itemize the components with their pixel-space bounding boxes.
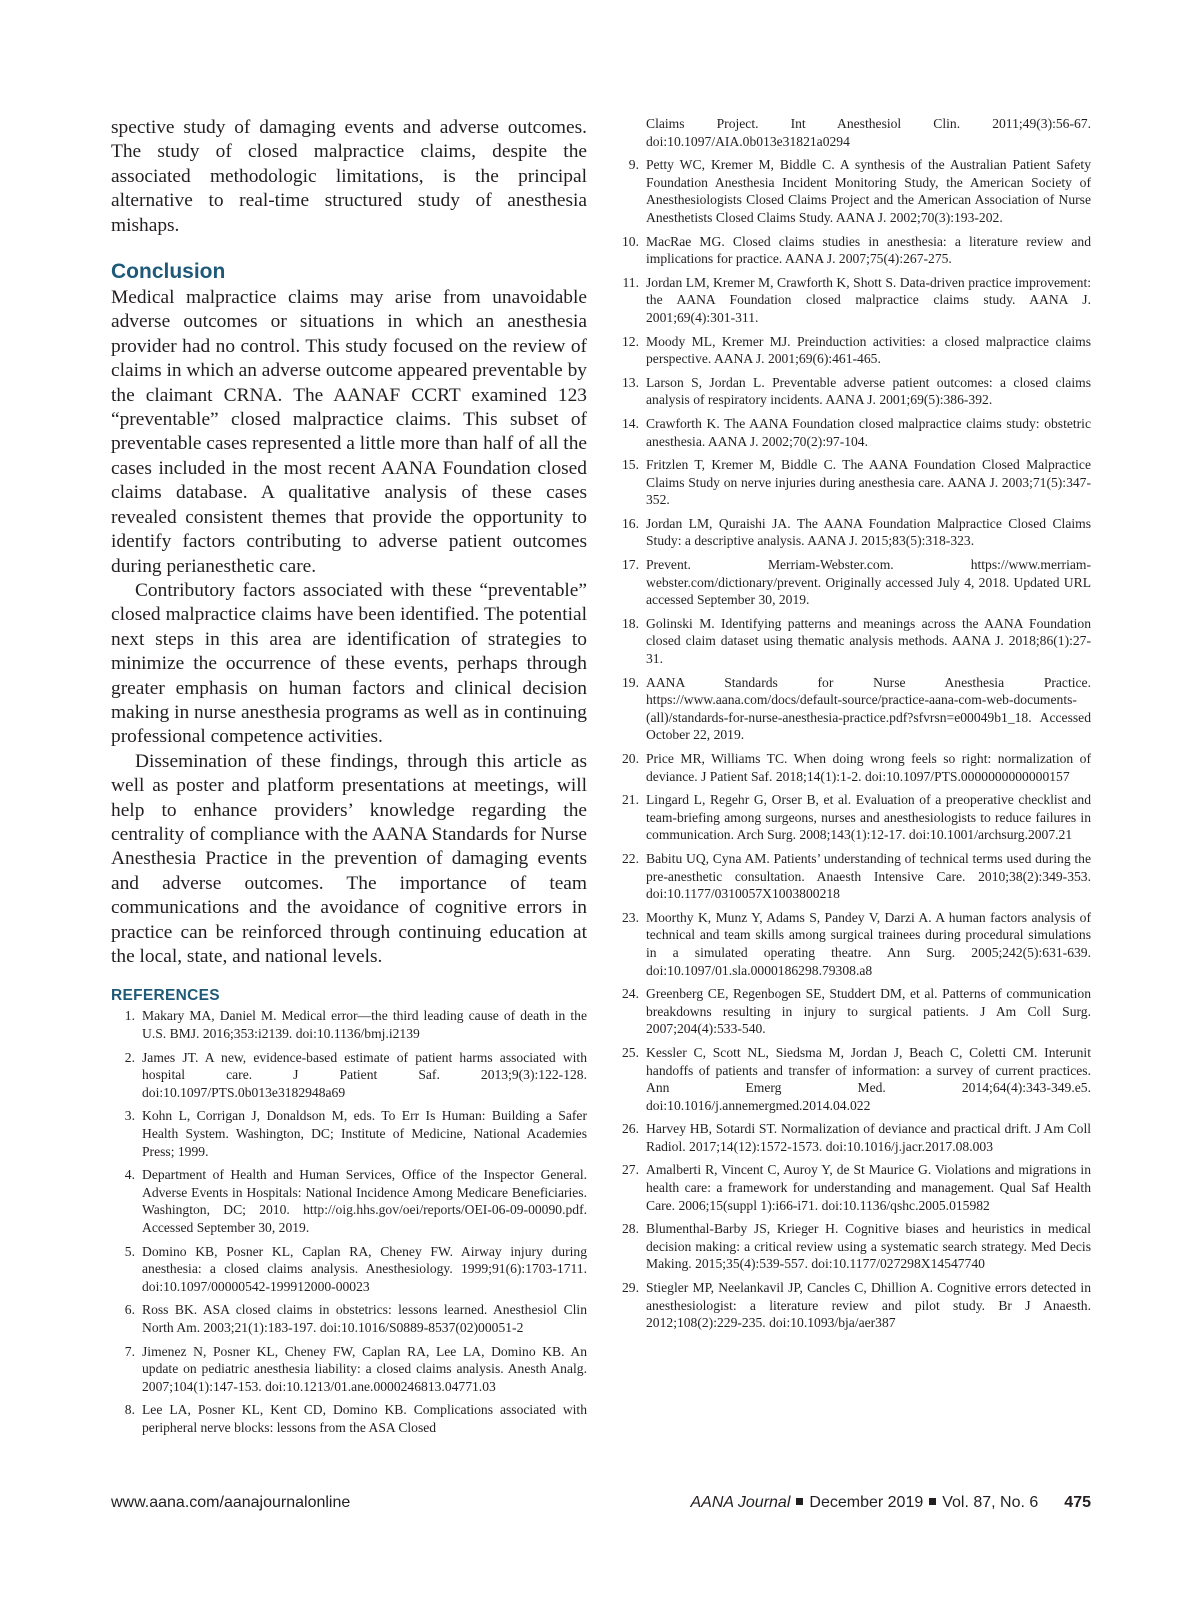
conclusion-paragraph-3: Dissemination of these findings, through this article as well as poster and platform presentations at meetings, will help to enhance providers’ knowledge regarding the centrality of compliance with the AANA Standards for Nurse Anesthesia Practice in the prevention of damaging events and adverse outcomes. The importance of team communications and the avoidance of cognitive errors in practice can be reinforced through continuing education at the local, state, and national levels. <box>111 750 587 967</box>
reference-text: Greenberg CE, Regenbogen SE, Studdert DM, et al. Patterns of communication breakdowns resulting in injury to surgical patients. J Am Coll Surg. 2007;204(4):533-540. <box>646 986 1091 1037</box>
reference-item <box>111 1343 587 1396</box>
reference-text: MacRae MG. Closed claims studies in anesthesia: a literature review and implications for practice. AANA J. 2007;75(4):267-275. <box>646 233 1091 267</box>
journal-url: www.aana.com/aanajournalonline <box>111 1494 351 1511</box>
reference-text: Petty WC, Kremer M, Biddle C. A synthesis of the Australian Patient Safety Foundation Anesthesia Incident Monitoring Study, the American Society of Anesthesiologists Closed Claims Project and the American Association of Nurse Anesthetists Closed Claims Study. AANA J. 2002;70(3):193-202. <box>646 157 1091 225</box>
reference-text: Jordan LM, Kremer M, Crawforth K, Shott S. Data-driven practice improvement: the AANA Foundation closed malpractice claims study. AANA J. 2001;69(4):301-311. <box>646 274 1091 325</box>
reference-number: 24. <box>622 986 639 1002</box>
reference-text: James JT. A new, evidence-based estimate of patient harms associated with hospital care. J Patient Saf. 2013;9(3):122-128. doi:10.1097/PTS.0b013e3182948a69 <box>142 1049 587 1100</box>
reference-item <box>615 415 1091 450</box>
reference-number: 21. <box>622 792 639 808</box>
reference-item <box>111 1243 587 1296</box>
reference-item <box>111 1401 587 1436</box>
reference-item <box>615 985 1091 1038</box>
reference-number: 7. <box>124 1343 135 1359</box>
volume-issue: Vol. 87, No. 6 <box>942 1494 1039 1511</box>
reference-continuation: Claims Project. Int Anesthesiol Clin. 2011;49(3):56-67. doi:10.1097/AIA.0b013e31821a0294 <box>646 116 1091 149</box>
references-list-left <box>111 1007 587 1436</box>
issue-date: December 2019 <box>809 1494 924 1511</box>
reference-number: 5. <box>124 1243 135 1259</box>
reference-number: 15. <box>622 457 639 473</box>
reference-number: 12. <box>622 333 639 349</box>
reference-text: Kohn L, Corrigan J, Donaldson M, eds. To Err Is Human: Building a Safer Health System. Washington, DC; Institute of Medicine, National Academies Press; 1999. <box>142 1108 587 1159</box>
reference-number: 16. <box>622 515 639 531</box>
reference-text: Department of Health and Human Services, Office of the Inspector General. Adverse Events in Hospitals: National Incidence Among Medicare Beneficiaries. Washington, DC; 2010. http://oig.hhs.gov/oei/reports/OEI-06-09-00090.pdf. Accessed September 30, 2019. <box>142 1167 587 1235</box>
reference-text: AANA Standards for Nurse Anesthesia Practice. https://www.aana.com/docs/default-source/practice-aana-com-web-documents-(all)/standards-for-nurse-anesthesia-practice.pdf?sfvrsn=e00049b1_18. Accessed October 22, 2019. <box>646 674 1091 743</box>
square-bullet-icon <box>929 1498 936 1505</box>
reference-text: Blumenthal-Barby JS, Krieger H. Cognitive biases and heuristics in medical decision making: a critical review using a systematic search strategy. Med Decis Making. 2015;35(4):539-557. doi:10.1177/027298X14547740 <box>646 1221 1091 1272</box>
reference-number: 25. <box>622 1044 639 1060</box>
reference-number: 27. <box>622 1162 639 1178</box>
journal-citation <box>690 1494 1091 1512</box>
reference-item <box>615 556 1091 609</box>
reference-item <box>615 850 1091 903</box>
reference-item <box>615 333 1091 368</box>
reference-item <box>615 233 1091 268</box>
reference-item <box>615 1279 1091 1332</box>
reference-text: Jimenez N, Posner KL, Cheney FW, Caplan RA, Lee LA, Domino KB. An update on pediatric anesthesia liability: a closed claims analysis. Anesth Analg. 2007;104(1):147-153. doi:10.1213/01.ane.0000246813.04771.03 <box>142 1343 587 1394</box>
reference-text: Golinski M. Identifying patterns and meanings across the AANA Foundation closed claim dataset using thematic analysis methods. AANA J. 2018;86(1):27-31. <box>646 615 1091 667</box>
reference-item <box>111 1007 587 1042</box>
reference-number: 9. <box>628 157 639 173</box>
reference-number: 13. <box>622 374 639 390</box>
reference-text: Price MR, Williams TC. When doing wrong feels so right: normalization of deviance. J Patient Saf. 2018;14(1):1-2. doi:10.1097/PTS.0000000000000157 <box>646 751 1091 784</box>
reference-number: 26. <box>622 1121 639 1137</box>
reference-number: 23. <box>622 909 639 925</box>
reference-text: Moorthy K, Munz Y, Adams S, Pandey V, Darzi A. A human factors analysis of technical and team skills among surgical trainees during procedural simulations in a simulated operating theatre. Ann Surg. 2005;242(5):631-639. doi:10.1097/01.sla.0000186298.79308.a8 <box>646 909 1091 978</box>
reference-item <box>615 374 1091 409</box>
reference-item <box>615 156 1091 226</box>
reference-number: 28. <box>622 1221 639 1237</box>
reference-text: Ross BK. ASA closed claims in obstetrics: lessons learned. Anesthesiol Clin North Am. 2003;21(1):183-197. doi:10.1016/S0889-8537(02)00051-2 <box>142 1302 587 1335</box>
reference-text: Lee LA, Posner KL, Kent CD, Domino KB. Complications associated with peripheral nerve blocks: lessons from the ASA Closed <box>142 1402 587 1435</box>
reference-number: 29. <box>622 1280 639 1296</box>
reference-number: 11. <box>622 274 639 290</box>
reference-item <box>111 1107 587 1160</box>
reference-item <box>615 1044 1091 1114</box>
reference-item <box>615 750 1091 785</box>
reference-text: Stiegler MP, Neelankavil JP, Cancles C, Dhillion A. Cognitive errors detected in anesthesiologist: a literature review and pilot study. Br J Anaesth. 2012;108(2):229-235. doi:10.1093/bja/aer387 <box>646 1280 1091 1331</box>
reference-number: 10. <box>622 233 639 249</box>
reference-text: Amalberti R, Vincent C, Auroy Y, de St Maurice G. Violations and migrations in health care: a framework for understanding and management. Qual Saf Health Care. 2006;15(suppl 1):i66-i71. doi:10.1136/qshc.2005.015982 <box>646 1162 1091 1213</box>
reference-number: 18. <box>622 615 639 631</box>
reference-item <box>615 515 1091 550</box>
reference-item <box>615 791 1091 844</box>
reference-number: 6. <box>124 1302 135 1318</box>
reference-text: Jordan LM, Quraishi JA. The AANA Foundation Malpractice Closed Claims Study: a descriptive analysis. AANA J. 2015;83(5):318-323. <box>646 515 1091 549</box>
intro-paragraph: spective study of damaging events and adverse outcomes. The study of closed malpractice claims, despite the associated methodologic limitations, is the principal alternative to real-time structured study of anesthesia mishaps. <box>111 117 587 236</box>
reference-item <box>111 1049 587 1102</box>
right-column <box>615 115 1091 1338</box>
reference-text: Fritzlen T, Kremer M, Biddle C. The AANA Foundation Closed Malpractice Claims Study on nerve injuries during anesthesia care. AANA J. 2003;71(5):347-352. <box>646 457 1091 508</box>
reference-text: Crawforth K. The AANA Foundation closed malpractice claims study: obstetric anesthesia. AANA J. 2002;70(2):97-104. <box>646 415 1091 449</box>
reference-number: 1. <box>124 1008 135 1024</box>
references-list-right <box>615 156 1091 1332</box>
reference-number: 8. <box>124 1402 135 1418</box>
reference-text: Larson S, Jordan L. Preventable adverse patient outcomes: a closed claims analysis of respiratory incidents. AANA J. 2001;69(5):386-392. <box>646 374 1091 408</box>
conclusion-paragraph-2: Contributory factors associated with these “preventable” closed malpractice claims have been identified. The potential next steps in this area are identification of strategies to minimize the occurrence of these events, perhaps through greater emphasis on human factors and clinical decision making in nurse anesthesia programs as well as in continuing professional competence activities. <box>111 579 587 748</box>
reference-item <box>615 1120 1091 1155</box>
reference-item <box>111 1166 587 1236</box>
square-bullet-icon <box>796 1498 803 1505</box>
reference-item <box>615 615 1091 668</box>
reference-item <box>111 1301 587 1336</box>
reference-item <box>615 274 1091 327</box>
reference-number: 17. <box>622 557 639 573</box>
reference-number: 20. <box>622 751 639 766</box>
reference-text: Domino KB, Posner KL, Caplan RA, Cheney FW. Airway injury during anesthesia: a closed claims analysis. Anesthesiology. 1999;91(6):1703-1711. doi:10.1097/00000542-199912000-00023 <box>142 1243 587 1294</box>
conclusion-heading: Conclusion <box>111 260 226 284</box>
reference-number: 14. <box>622 415 639 431</box>
reference-number: 2. <box>124 1049 135 1065</box>
reference-number: 22. <box>622 850 639 866</box>
conclusion-paragraph-1: Medical malpractice claims may arise from unavoidable adverse outcomes or situations in which an anesthesia provider had no control. This study focused on the review of claims in which an adverse outcome appeared preventable by the claimant CRNA. The AANAF CCRT examined 123 “preventable” closed malpractice claims. This subset of preventable cases represented a little more than half of all the cases included in the most recent AANA Foundation closed claims database. A qualitative analysis of these cases revealed consistent themes that provide the opportunity to identify factors contributing to adverse patient outcomes during perianesthetic care. <box>111 287 587 577</box>
reference-item <box>615 909 1091 979</box>
reference-number: 3. <box>124 1108 135 1124</box>
reference-number: 19. <box>622 674 639 690</box>
reference-text: Moody ML, Kremer MJ. Preinduction activities: a closed malpractice claims perspective. AANA J. 2001;69(6):461-465. <box>646 333 1091 367</box>
reference-item <box>615 1161 1091 1214</box>
reference-text: Harvey HB, Sotardi ST. Normalization of deviance and practical drift. J Am Coll Radiol. 2017;14(12):1572-1573. doi:10.1016/j.jacr.2017.08.003 <box>646 1121 1091 1154</box>
journal-name: AANA Journal <box>690 1494 791 1511</box>
page-number: 475 <box>1064 1494 1091 1511</box>
reference-text: Makary MA, Daniel M. Medical error—the third leading cause of death in the U.S. BMJ. 2016;353:i2139. doi:10.1136/bmj.i2139 <box>142 1008 587 1041</box>
reference-item <box>615 1220 1091 1273</box>
reference-number: 4. <box>124 1167 135 1183</box>
reference-text: Prevent. Merriam-Webster.com. https://www.merriam-webster.com/dictionary/prevent. Originally accessed July 4, 2018. Updated URL accessed September 30, 2019. <box>646 557 1091 608</box>
reference-text: Kessler C, Scott NL, Siedsma M, Jordan J, Beach C, Coletti CM. Interunit handoffs of patients and transfer of information: a survey of current practices. Ann Emerg Med. 2014;64(4):343-349.e5. doi:10.1016/j.annemergmed.2014.04.022 <box>646 1044 1091 1113</box>
reference-item <box>615 674 1091 744</box>
references-heading: REFERENCES <box>111 987 220 1005</box>
reference-text: Lingard L, Regehr G, Orser B, et al. Evaluation of a preoperative checklist and team-briefing among surgeons, nurses and anesthesiologists to reduce failures in communication. Arch Surg. 2008;143(1):12-17. doi:10.1001/archsurg.2007.21 <box>646 792 1091 843</box>
left-column <box>111 116 587 1442</box>
reference-item <box>615 456 1091 509</box>
reference-text: Babitu UQ, Cyna AM. Patients’ understanding of technical terms used during the pre-anesthetic consultation. Anaesth Intensive Care. 2010;38(2):349-353. doi:10.1177/0310057X1003800218 <box>646 850 1091 902</box>
